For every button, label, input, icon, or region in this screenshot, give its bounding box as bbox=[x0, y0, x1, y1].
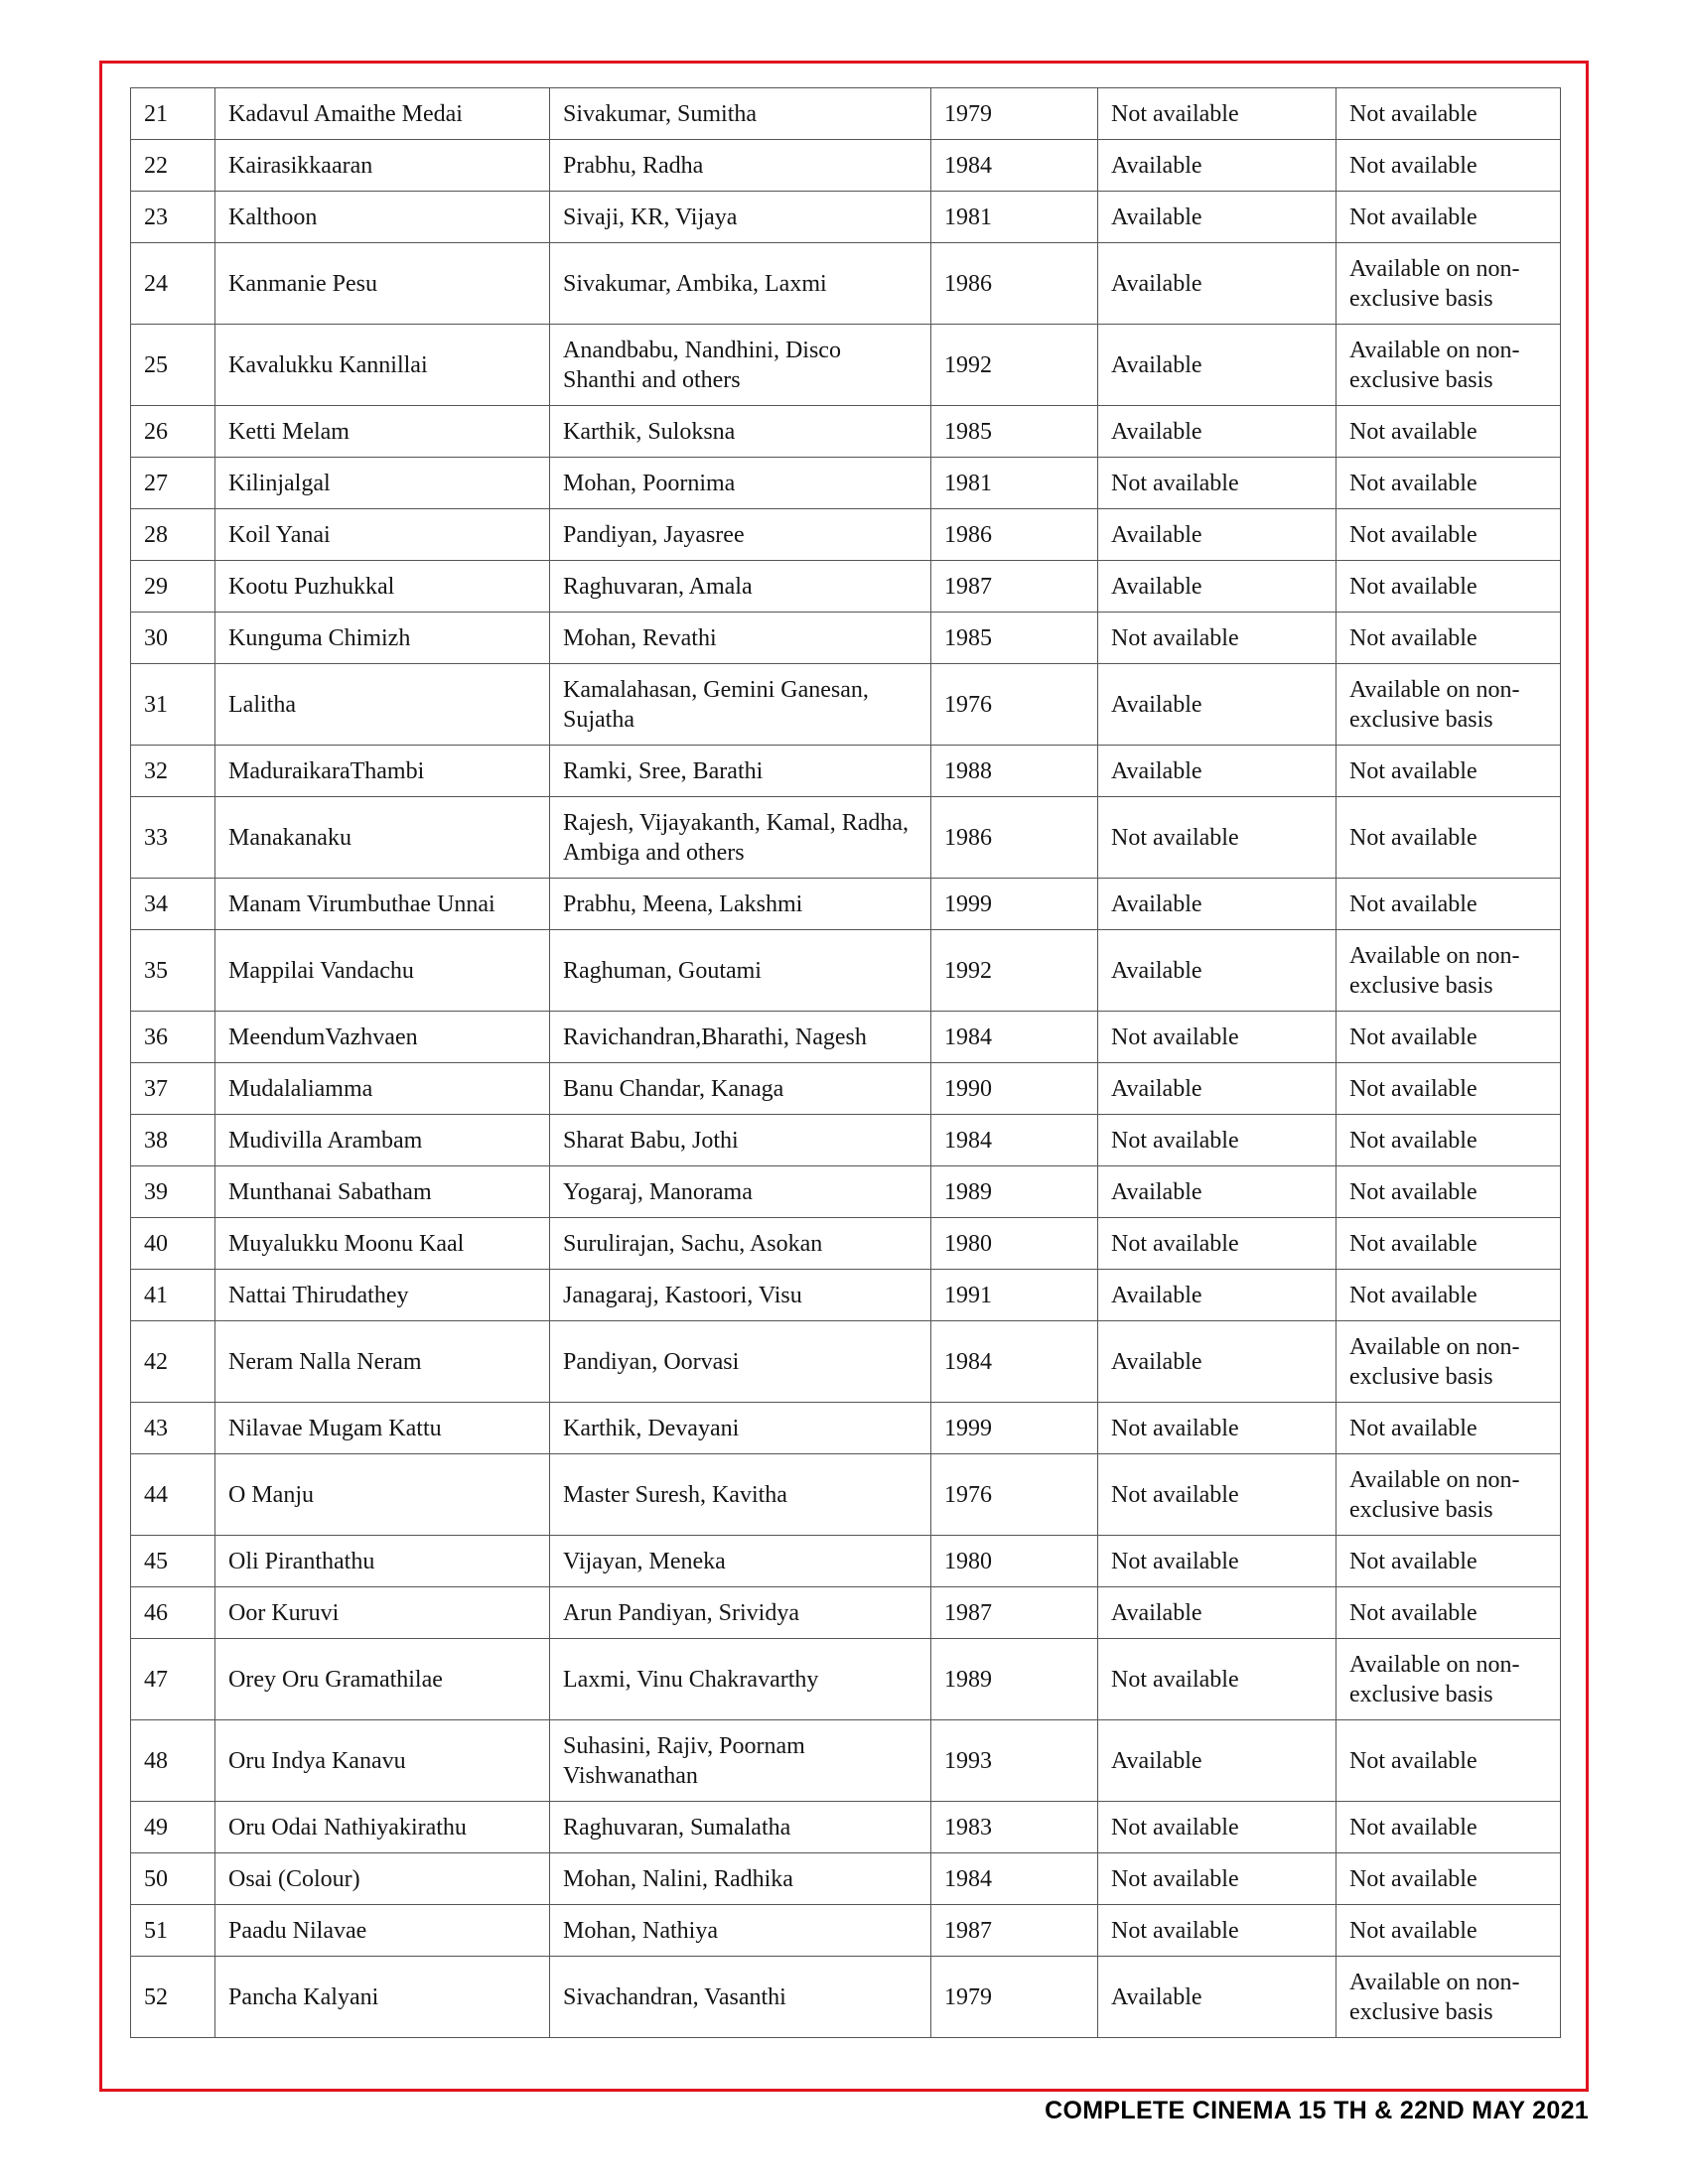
availability-cell: Available bbox=[1098, 325, 1336, 406]
release-year-cell: 1980 bbox=[931, 1218, 1098, 1270]
serial-number-cell: 27 bbox=[131, 458, 215, 509]
cast-cell: Mohan, Revathi bbox=[550, 613, 931, 664]
film-title-cell: Kalthoon bbox=[215, 192, 550, 243]
serial-number-cell: 46 bbox=[131, 1587, 215, 1639]
film-title-cell: MeendumVazhvaen bbox=[215, 1012, 550, 1063]
availability-cell: Available bbox=[1098, 664, 1336, 746]
film-title-cell: Pancha Kalyani bbox=[215, 1957, 550, 2038]
availability-cell: Available bbox=[1098, 140, 1336, 192]
release-year-cell: 1987 bbox=[931, 1587, 1098, 1639]
cast-cell: Vijayan, Meneka bbox=[550, 1536, 931, 1587]
footer-publication-line: COMPLETE CINEMA 15 TH & 22ND MAY 2021 bbox=[1045, 2097, 1589, 2124]
serial-number-cell: 24 bbox=[131, 243, 215, 325]
rights-status-cell: Not available bbox=[1336, 1587, 1561, 1639]
release-year-cell: 1984 bbox=[931, 1012, 1098, 1063]
release-year-cell: 1989 bbox=[931, 1639, 1098, 1720]
film-title-cell: Nilavae Mugam Kattu bbox=[215, 1403, 550, 1454]
release-year-cell: 1989 bbox=[931, 1166, 1098, 1218]
cast-cell: Mohan, Poornima bbox=[550, 458, 931, 509]
table-row bbox=[131, 1063, 1561, 1115]
serial-number-cell: 52 bbox=[131, 1957, 215, 2038]
table-row bbox=[131, 1012, 1561, 1063]
cast-cell: Raghuvaran, Sumalatha bbox=[550, 1802, 931, 1853]
table-row bbox=[131, 140, 1561, 192]
availability-cell: Available bbox=[1098, 561, 1336, 613]
film-title-cell: Paadu Nilavae bbox=[215, 1905, 550, 1957]
cast-cell: Sivaji, KR, Vijaya bbox=[550, 192, 931, 243]
cast-cell: Mohan, Nathiya bbox=[550, 1905, 931, 1957]
serial-number-cell: 34 bbox=[131, 879, 215, 930]
availability-cell: Not available bbox=[1098, 1639, 1336, 1720]
rights-status-cell: Not available bbox=[1336, 406, 1561, 458]
cast-cell: Banu Chandar, Kanaga bbox=[550, 1063, 931, 1115]
film-title-cell: Kadavul Amaithe Medai bbox=[215, 88, 550, 140]
rights-status-cell: Not available bbox=[1336, 1012, 1561, 1063]
rights-status-cell: Not available bbox=[1336, 879, 1561, 930]
rights-status-cell: Not available bbox=[1336, 561, 1561, 613]
cast-cell: Pandiyan, Jayasree bbox=[550, 509, 931, 561]
table-row bbox=[131, 1218, 1561, 1270]
release-year-cell: 1984 bbox=[931, 140, 1098, 192]
availability-cell: Not available bbox=[1098, 1115, 1336, 1166]
table-row bbox=[131, 561, 1561, 613]
release-year-cell: 1976 bbox=[931, 1454, 1098, 1536]
rights-status-cell: Not available bbox=[1336, 192, 1561, 243]
serial-number-cell: 44 bbox=[131, 1454, 215, 1536]
cast-cell: Prabhu, Meena, Lakshmi bbox=[550, 879, 931, 930]
cast-cell: Prabhu, Radha bbox=[550, 140, 931, 192]
rights-status-cell: Available on non-exclusive basis bbox=[1336, 1454, 1561, 1536]
release-year-cell: 1979 bbox=[931, 1957, 1098, 2038]
serial-number-cell: 37 bbox=[131, 1063, 215, 1115]
table-row bbox=[131, 1905, 1561, 1957]
serial-number-cell: 45 bbox=[131, 1536, 215, 1587]
table-row bbox=[131, 192, 1561, 243]
table-row bbox=[131, 746, 1561, 797]
table-body bbox=[131, 88, 1561, 2038]
release-year-cell: 1985 bbox=[931, 613, 1098, 664]
cast-cell: Raghuvaran, Amala bbox=[550, 561, 931, 613]
cast-cell: Surulirajan, Sachu, Asokan bbox=[550, 1218, 931, 1270]
availability-cell: Not available bbox=[1098, 458, 1336, 509]
table-row bbox=[131, 879, 1561, 930]
table-row bbox=[131, 406, 1561, 458]
release-year-cell: 1986 bbox=[931, 243, 1098, 325]
serial-number-cell: 26 bbox=[131, 406, 215, 458]
availability-cell: Available bbox=[1098, 1720, 1336, 1802]
release-year-cell: 1980 bbox=[931, 1536, 1098, 1587]
release-year-cell: 1988 bbox=[931, 746, 1098, 797]
availability-cell: Not available bbox=[1098, 1905, 1336, 1957]
table-row bbox=[131, 325, 1561, 406]
table-row bbox=[131, 1587, 1561, 1639]
rights-status-cell: Not available bbox=[1336, 1905, 1561, 1957]
film-title-cell: Lalitha bbox=[215, 664, 550, 746]
cast-cell: Sivakumar, Sumitha bbox=[550, 88, 931, 140]
availability-cell: Available bbox=[1098, 243, 1336, 325]
film-title-cell: Nattai Thirudathey bbox=[215, 1270, 550, 1321]
serial-number-cell: 49 bbox=[131, 1802, 215, 1853]
film-title-cell: Mappilai Vandachu bbox=[215, 930, 550, 1012]
cast-cell: Master Suresh, Kavitha bbox=[550, 1454, 931, 1536]
availability-cell: Not available bbox=[1098, 1454, 1336, 1536]
cast-cell: Yogaraj, Manorama bbox=[550, 1166, 931, 1218]
serial-number-cell: 41 bbox=[131, 1270, 215, 1321]
serial-number-cell: 39 bbox=[131, 1166, 215, 1218]
serial-number-cell: 23 bbox=[131, 192, 215, 243]
availability-cell: Available bbox=[1098, 1063, 1336, 1115]
release-year-cell: 1984 bbox=[931, 1321, 1098, 1403]
cast-cell: Janagaraj, Kastoori, Visu bbox=[550, 1270, 931, 1321]
availability-cell: Not available bbox=[1098, 1218, 1336, 1270]
rights-status-cell: Available on non-exclusive basis bbox=[1336, 243, 1561, 325]
rights-status-cell: Not available bbox=[1336, 1720, 1561, 1802]
table-row bbox=[131, 509, 1561, 561]
rights-status-cell: Not available bbox=[1336, 140, 1561, 192]
cast-cell: Ramki, Sree, Barathi bbox=[550, 746, 931, 797]
serial-number-cell: 32 bbox=[131, 746, 215, 797]
table-row bbox=[131, 1403, 1561, 1454]
availability-cell: Available bbox=[1098, 509, 1336, 561]
film-title-cell: Kunguma Chimizh bbox=[215, 613, 550, 664]
table-row bbox=[131, 1720, 1561, 1802]
rights-status-cell: Not available bbox=[1336, 1802, 1561, 1853]
film-title-cell: Kilinjalgal bbox=[215, 458, 550, 509]
serial-number-cell: 51 bbox=[131, 1905, 215, 1957]
film-title-cell: Manakanaku bbox=[215, 797, 550, 879]
release-year-cell: 1976 bbox=[931, 664, 1098, 746]
table-row bbox=[131, 930, 1561, 1012]
film-title-cell: Kairasikkaaran bbox=[215, 140, 550, 192]
release-year-cell: 1987 bbox=[931, 1905, 1098, 1957]
film-title-cell: Oli Piranthathu bbox=[215, 1536, 550, 1587]
rights-status-cell: Available on non-exclusive basis bbox=[1336, 1957, 1561, 2038]
release-year-cell: 1984 bbox=[931, 1853, 1098, 1905]
cast-cell: Laxmi, Vinu Chakravarthy bbox=[550, 1639, 931, 1720]
film-title-cell: Ketti Melam bbox=[215, 406, 550, 458]
release-year-cell: 1981 bbox=[931, 192, 1098, 243]
availability-cell: Available bbox=[1098, 1321, 1336, 1403]
release-year-cell: 1979 bbox=[931, 88, 1098, 140]
serial-number-cell: 35 bbox=[131, 930, 215, 1012]
rights-status-cell: Not available bbox=[1336, 1403, 1561, 1454]
serial-number-cell: 31 bbox=[131, 664, 215, 746]
cast-cell: Sivachandran, Vasanthi bbox=[550, 1957, 931, 2038]
release-year-cell: 1991 bbox=[931, 1270, 1098, 1321]
release-year-cell: 1985 bbox=[931, 406, 1098, 458]
cast-cell: Karthik, Suloksna bbox=[550, 406, 931, 458]
cast-cell: Suhasini, Rajiv, Poornam Vishwanathan bbox=[550, 1720, 931, 1802]
table-row bbox=[131, 458, 1561, 509]
cast-cell: Sivakumar, Ambika, Laxmi bbox=[550, 243, 931, 325]
film-rights-table bbox=[130, 87, 1561, 2038]
film-title-cell: Koil Yanai bbox=[215, 509, 550, 561]
availability-cell: Not available bbox=[1098, 1012, 1336, 1063]
availability-cell: Available bbox=[1098, 1957, 1336, 2038]
availability-cell: Available bbox=[1098, 1270, 1336, 1321]
availability-cell: Available bbox=[1098, 746, 1336, 797]
film-title-cell: Orey Oru Gramathilae bbox=[215, 1639, 550, 1720]
availability-cell: Available bbox=[1098, 192, 1336, 243]
film-title-cell: Oor Kuruvi bbox=[215, 1587, 550, 1639]
availability-cell: Not available bbox=[1098, 797, 1336, 879]
rights-status-cell: Not available bbox=[1336, 1270, 1561, 1321]
release-year-cell: 1990 bbox=[931, 1063, 1098, 1115]
film-title-cell: Mudivilla Arambam bbox=[215, 1115, 550, 1166]
availability-cell: Available bbox=[1098, 930, 1336, 1012]
release-year-cell: 1987 bbox=[931, 561, 1098, 613]
rights-status-cell: Available on non-exclusive basis bbox=[1336, 1321, 1561, 1403]
serial-number-cell: 22 bbox=[131, 140, 215, 192]
release-year-cell: 1983 bbox=[931, 1802, 1098, 1853]
availability-cell: Not available bbox=[1098, 1536, 1336, 1587]
table-row bbox=[131, 797, 1561, 879]
cast-cell: Rajesh, Vijayakanth, Kamal, Radha, Ambiga and others bbox=[550, 797, 931, 879]
film-title-cell: Kootu Puzhukkal bbox=[215, 561, 550, 613]
rights-status-cell: Available on non-exclusive basis bbox=[1336, 325, 1561, 406]
table-row bbox=[131, 1536, 1561, 1587]
release-year-cell: 1993 bbox=[931, 1720, 1098, 1802]
film-title-cell: Oru Odai Nathiyakirathu bbox=[215, 1802, 550, 1853]
table-row bbox=[131, 1115, 1561, 1166]
table-row bbox=[131, 1802, 1561, 1853]
serial-number-cell: 30 bbox=[131, 613, 215, 664]
film-title-cell: Kanmanie Pesu bbox=[215, 243, 550, 325]
film-title-cell: Muyalukku Moonu Kaal bbox=[215, 1218, 550, 1270]
release-year-cell: 1981 bbox=[931, 458, 1098, 509]
table-row bbox=[131, 1166, 1561, 1218]
table-row bbox=[131, 1639, 1561, 1720]
availability-cell: Available bbox=[1098, 1587, 1336, 1639]
availability-cell: Available bbox=[1098, 1166, 1336, 1218]
serial-number-cell: 28 bbox=[131, 509, 215, 561]
rights-status-cell: Not available bbox=[1336, 509, 1561, 561]
film-title-cell: Kavalukku Kannillai bbox=[215, 325, 550, 406]
release-year-cell: 1999 bbox=[931, 879, 1098, 930]
availability-cell: Not available bbox=[1098, 1802, 1336, 1853]
availability-cell: Not available bbox=[1098, 88, 1336, 140]
film-title-cell: Oru Indya Kanavu bbox=[215, 1720, 550, 1802]
rights-status-cell: Available on non-exclusive basis bbox=[1336, 664, 1561, 746]
table-row bbox=[131, 1454, 1561, 1536]
serial-number-cell: 36 bbox=[131, 1012, 215, 1063]
film-title-cell: Osai (Colour) bbox=[215, 1853, 550, 1905]
rights-status-cell: Available on non-exclusive basis bbox=[1336, 930, 1561, 1012]
rights-status-cell: Available on non-exclusive basis bbox=[1336, 1639, 1561, 1720]
availability-cell: Not available bbox=[1098, 1853, 1336, 1905]
release-year-cell: 1986 bbox=[931, 797, 1098, 879]
table-row bbox=[131, 664, 1561, 746]
cast-cell: Kamalahasan, Gemini Ganesan, Sujatha bbox=[550, 664, 931, 746]
availability-cell: Not available bbox=[1098, 613, 1336, 664]
serial-number-cell: 29 bbox=[131, 561, 215, 613]
serial-number-cell: 21 bbox=[131, 88, 215, 140]
release-year-cell: 1999 bbox=[931, 1403, 1098, 1454]
serial-number-cell: 47 bbox=[131, 1639, 215, 1720]
rights-status-cell: Not available bbox=[1336, 1063, 1561, 1115]
serial-number-cell: 43 bbox=[131, 1403, 215, 1454]
rights-status-cell: Not available bbox=[1336, 1536, 1561, 1587]
rights-status-cell: Not available bbox=[1336, 1218, 1561, 1270]
rights-status-cell: Not available bbox=[1336, 613, 1561, 664]
availability-cell: Available bbox=[1098, 406, 1336, 458]
release-year-cell: 1986 bbox=[931, 509, 1098, 561]
rights-status-cell: Not available bbox=[1336, 458, 1561, 509]
serial-number-cell: 40 bbox=[131, 1218, 215, 1270]
table-row bbox=[131, 1270, 1561, 1321]
serial-number-cell: 33 bbox=[131, 797, 215, 879]
release-year-cell: 1992 bbox=[931, 930, 1098, 1012]
cast-cell: Pandiyan, Oorvasi bbox=[550, 1321, 931, 1403]
cast-cell: Raghuman, Goutami bbox=[550, 930, 931, 1012]
rights-status-cell: Not available bbox=[1336, 1166, 1561, 1218]
film-title-cell: Manam Virumbuthae Unnai bbox=[215, 879, 550, 930]
rights-status-cell: Not available bbox=[1336, 797, 1561, 879]
serial-number-cell: 38 bbox=[131, 1115, 215, 1166]
cast-cell: Sharat Babu, Jothi bbox=[550, 1115, 931, 1166]
table-row bbox=[131, 613, 1561, 664]
table-row bbox=[131, 1957, 1561, 2038]
rights-status-cell: Not available bbox=[1336, 1115, 1561, 1166]
availability-cell: Available bbox=[1098, 879, 1336, 930]
film-title-cell: Mudalaliamma bbox=[215, 1063, 550, 1115]
film-title-cell: Munthanai Sabatham bbox=[215, 1166, 550, 1218]
film-title-cell: O Manju bbox=[215, 1454, 550, 1536]
cast-cell: Mohan, Nalini, Radhika bbox=[550, 1853, 931, 1905]
serial-number-cell: 48 bbox=[131, 1720, 215, 1802]
cast-cell: Anandbabu, Nandhini, Disco Shanthi and others bbox=[550, 325, 931, 406]
cast-cell: Arun Pandiyan, Srividya bbox=[550, 1587, 931, 1639]
rights-status-cell: Not available bbox=[1336, 1853, 1561, 1905]
release-year-cell: 1992 bbox=[931, 325, 1098, 406]
film-title-cell: MaduraikaraThambi bbox=[215, 746, 550, 797]
rights-status-cell: Not available bbox=[1336, 88, 1561, 140]
serial-number-cell: 42 bbox=[131, 1321, 215, 1403]
table-row bbox=[131, 1853, 1561, 1905]
table-row bbox=[131, 1321, 1561, 1403]
serial-number-cell: 25 bbox=[131, 325, 215, 406]
availability-cell: Not available bbox=[1098, 1403, 1336, 1454]
film-title-cell: Neram Nalla Neram bbox=[215, 1321, 550, 1403]
cast-cell: Karthik, Devayani bbox=[550, 1403, 931, 1454]
serial-number-cell: 50 bbox=[131, 1853, 215, 1905]
table-row bbox=[131, 88, 1561, 140]
release-year-cell: 1984 bbox=[931, 1115, 1098, 1166]
table-row bbox=[131, 243, 1561, 325]
cast-cell: Ravichandran,Bharathi, Nagesh bbox=[550, 1012, 931, 1063]
rights-status-cell: Not available bbox=[1336, 746, 1561, 797]
